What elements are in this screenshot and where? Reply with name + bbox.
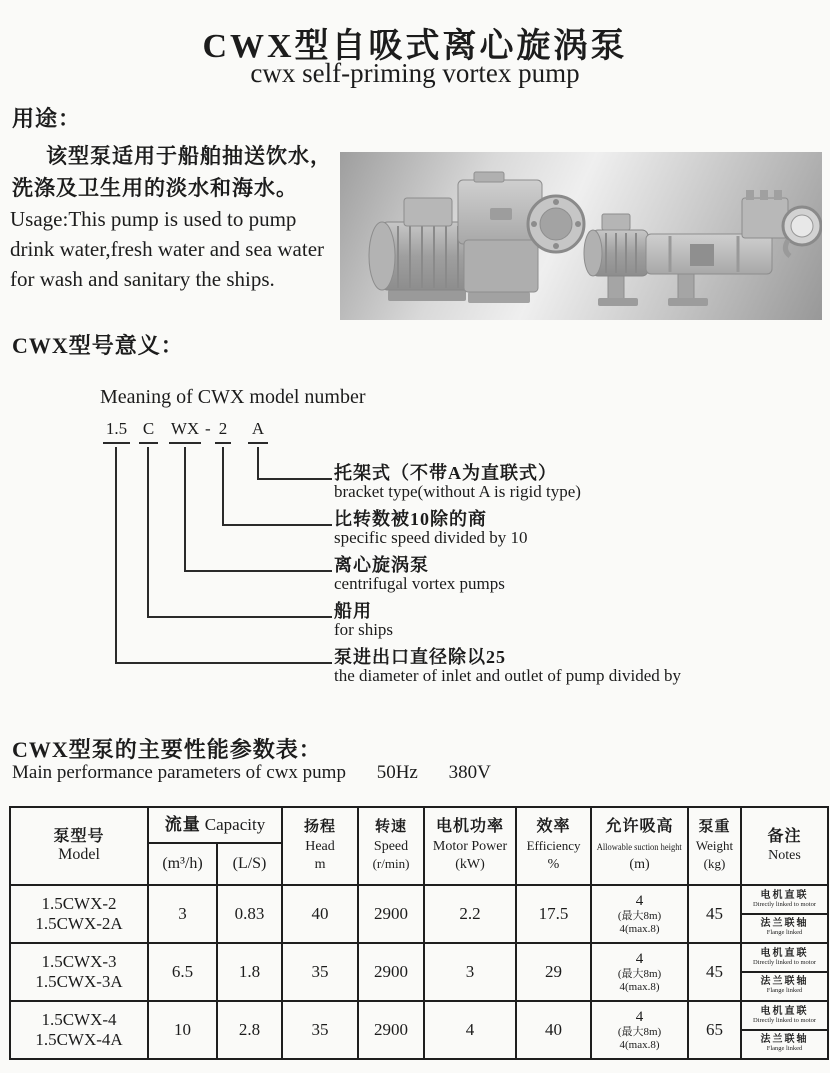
- header-notes-en: Notes: [768, 848, 801, 863]
- cell-model: [10, 943, 148, 1001]
- connector-line-1-5: [115, 447, 117, 664]
- header-speed-en: Speed: [373, 838, 409, 854]
- note-direct: [742, 945, 827, 973]
- page-title-en: cwx self-priming vortex pump: [250, 58, 580, 88]
- note-flange-en: Flange linked: [766, 928, 803, 936]
- connector-hline-wx: [184, 570, 332, 572]
- model-token-wx: WX: [169, 419, 201, 444]
- note-direct-en: Directly linked to motor: [753, 1016, 817, 1024]
- legend-vortex-en: centrifugal vortex pumps: [334, 574, 505, 593]
- cell-head: 35: [282, 1001, 358, 1059]
- header-weight-unit: (kg): [703, 856, 726, 872]
- connector-hline-1-5: [115, 662, 332, 664]
- col-subheader-ls: [217, 843, 282, 885]
- model-name: 1.5CWX-3: [41, 952, 117, 972]
- header-model-en: Model: [58, 846, 100, 863]
- cell-weight: 45: [688, 943, 741, 1001]
- parameters-heading-en-text: Main performance parameters of cwx pump: [12, 762, 346, 783]
- header-head-en: Head: [305, 838, 335, 854]
- note-flange: [742, 915, 827, 941]
- cell-capacity-ls: 0.83: [217, 885, 282, 943]
- header-weight-en: Weight: [695, 837, 734, 853]
- col-header-head: [282, 807, 358, 885]
- cell-efficiency: 40: [516, 1001, 591, 1059]
- model-name-a: 1.5CWX-2A: [35, 914, 123, 933]
- header-speed-unit: (r/min): [372, 856, 410, 872]
- page-title-cn: CWX型自吸式离心旋涡泵: [202, 28, 628, 65]
- col-subheader-m3h: [148, 843, 217, 885]
- header-head-unit: m: [314, 857, 326, 873]
- suction-max-cn: (最大8m): [617, 909, 662, 922]
- header-capacity-cn: 流量: [164, 814, 201, 834]
- model-name-a: 1.5CWX-3A: [35, 972, 123, 991]
- model-token-c: C: [139, 419, 158, 444]
- table-row: [10, 1001, 828, 1059]
- pump-photos-illustration: [340, 152, 822, 320]
- header-efficiency-cn: 效率: [536, 818, 571, 836]
- note-direct-en: Directly linked to motor: [753, 900, 817, 908]
- note-direct-en: Directly linked to motor: [753, 958, 817, 966]
- cell-suction: [591, 943, 688, 1001]
- parameters-frequency: 50Hz: [376, 762, 418, 783]
- note-direct-cn: 电机直联: [760, 890, 809, 902]
- model-token-2: 2: [215, 419, 231, 444]
- note-direct: [742, 887, 827, 915]
- cell-speed: 2900: [358, 943, 424, 1001]
- cell-power: 2.2: [424, 885, 516, 943]
- model-name: 1.5CWX-4: [41, 1010, 117, 1030]
- note-flange-cn: 法兰联轴: [760, 976, 809, 988]
- header-power-unit: (kW): [455, 857, 485, 873]
- col-header-efficiency: [516, 807, 591, 885]
- cell-capacity-ls: 2.8: [217, 1001, 282, 1059]
- cell-efficiency: 29: [516, 943, 591, 1001]
- suction-max-en: 4(max.8): [619, 922, 660, 935]
- cell-capacity-m3h: 10: [148, 1001, 217, 1059]
- note-flange-en: Flange linked: [766, 1044, 803, 1052]
- note-flange-cn: 法兰联轴: [760, 918, 809, 930]
- cell-model: [10, 1001, 148, 1059]
- note-flange: [742, 1031, 827, 1057]
- header-speed-cn: 转速: [375, 819, 408, 836]
- cell-capacity-m3h: 6.5: [148, 943, 217, 1001]
- usage-body-cn-line1: 该型泵适用于船舶抽送饮水，: [46, 144, 332, 168]
- header-efficiency-unit: %: [547, 857, 560, 873]
- col-header-model: [10, 807, 148, 885]
- suction-max-cn: (最大8m): [617, 1025, 662, 1038]
- pump-photo-left: [369, 172, 584, 303]
- col-header-suction: [591, 807, 688, 885]
- connector-line-c: [147, 447, 149, 618]
- header-head-cn: 扬程: [304, 819, 337, 836]
- col-header-capacity: [148, 807, 282, 843]
- note-flange-en: Flange linked: [766, 986, 803, 994]
- col-header-notes: [741, 807, 828, 885]
- header-power-en: Motor Power: [432, 838, 508, 854]
- model-token-separator: -: [205, 419, 211, 438]
- header-efficiency-en: Efficiency: [526, 837, 581, 853]
- note-direct-cn: 电机直联: [760, 1006, 809, 1018]
- legend-diameter-cn: 泵进出口直径除以25: [334, 647, 506, 667]
- suction-value: 4: [635, 892, 644, 909]
- cell-notes: [741, 1001, 828, 1059]
- model-name: 1.5CWX-2: [41, 894, 117, 914]
- cell-power: 4: [424, 1001, 516, 1059]
- cell-speed: 2900: [358, 1001, 424, 1059]
- note-flange: [742, 973, 827, 999]
- header-notes-cn: 备注: [767, 827, 802, 845]
- cell-capacity-m3h: 3: [148, 885, 217, 943]
- connector-hline-c: [147, 616, 332, 618]
- legend-bracket-en: bracket type(without A is rigid type): [334, 482, 581, 501]
- model-meaning-subheading: Meaning of CWX model number: [100, 386, 366, 408]
- usage-body-cn-line2: 洗涤及卫生用的淡水和海水。: [12, 176, 298, 200]
- header-capacity-m3h: (m³/h): [162, 854, 203, 872]
- parameters-voltage: 380V: [448, 762, 491, 783]
- note-direct: [742, 1003, 827, 1031]
- pump-photo-right: [584, 190, 821, 306]
- performance-table: [9, 806, 829, 1060]
- usage-heading: 用途：: [12, 106, 82, 131]
- usage-body-en: Usage:This pump is used to pump drink water,fresh water and sea water for wash and sanitary the ships.: [10, 207, 325, 291]
- col-header-speed: [358, 807, 424, 885]
- cell-efficiency: 17.5: [516, 885, 591, 943]
- header-model-cn: 泵型号: [53, 827, 105, 845]
- connector-hline-a: [257, 478, 332, 480]
- legend-specific-speed-en: specific speed divided by 10: [334, 528, 528, 547]
- model-name-a: 1.5CWX-4A: [35, 1030, 123, 1049]
- connector-line-2: [222, 447, 224, 526]
- suction-max-cn: (最大8m): [617, 967, 662, 980]
- suction-max-en: 4(max.8): [619, 1038, 660, 1051]
- header-power-cn: 电机功率: [436, 818, 505, 836]
- header-capacity-en: Capacity: [204, 814, 266, 834]
- note-flange-cn: 法兰联轴: [760, 1034, 809, 1046]
- cell-weight: 65: [688, 1001, 741, 1059]
- legend-diameter-en: the diameter of inlet and outlet of pump divided by: [334, 666, 681, 685]
- header-weight-cn: 泵重: [698, 819, 731, 836]
- cell-head: 40: [282, 885, 358, 943]
- suction-value: 4: [635, 1008, 644, 1025]
- suction-max-en: 4(max.8): [619, 980, 660, 993]
- cell-notes: [741, 943, 828, 1001]
- header-suction-unit: (m): [629, 857, 650, 873]
- model-token-1-5: 1.5: [103, 419, 130, 444]
- parameters-heading-cn: CWX型泵的主要性能参数表：: [12, 737, 322, 762]
- cell-head: 35: [282, 943, 358, 1001]
- cell-suction: [591, 885, 688, 943]
- cell-speed: 2900: [358, 885, 424, 943]
- connector-line-wx: [184, 447, 186, 572]
- legend-specific-speed-cn: 比转数被10除的商: [334, 509, 487, 529]
- parameters-heading-en: [12, 762, 517, 784]
- header-suction-cn: 允许吸高: [605, 818, 674, 836]
- model-token-a: A: [248, 419, 268, 444]
- model-meaning-heading: CWX型号意义：: [12, 333, 184, 358]
- connector-line-a: [257, 447, 259, 480]
- table-row: [10, 943, 828, 1001]
- suction-value: 4: [635, 950, 644, 967]
- legend-ships-cn: 船用: [334, 601, 372, 621]
- cell-suction: [591, 1001, 688, 1059]
- col-header-weight: [688, 807, 741, 885]
- table-row: [10, 885, 828, 943]
- product-photo-panel: [340, 152, 822, 320]
- cell-notes: [741, 885, 828, 943]
- cell-capacity-ls: 1.8: [217, 943, 282, 1001]
- connector-hline-2: [222, 524, 332, 526]
- note-direct-cn: 电机直联: [760, 948, 809, 960]
- col-header-power: [424, 807, 516, 885]
- legend-bracket-cn: 托架式（不带A为直联式）: [334, 463, 557, 483]
- header-capacity-ls: (L/S): [232, 854, 267, 872]
- header-suction-en: Allowable suction height: [596, 841, 683, 852]
- cell-power: 3: [424, 943, 516, 1001]
- cell-model: [10, 885, 148, 943]
- cell-weight: 45: [688, 885, 741, 943]
- legend-ships-en: for ships: [334, 620, 394, 639]
- legend-vortex-cn: 离心旋涡泵: [334, 555, 429, 575]
